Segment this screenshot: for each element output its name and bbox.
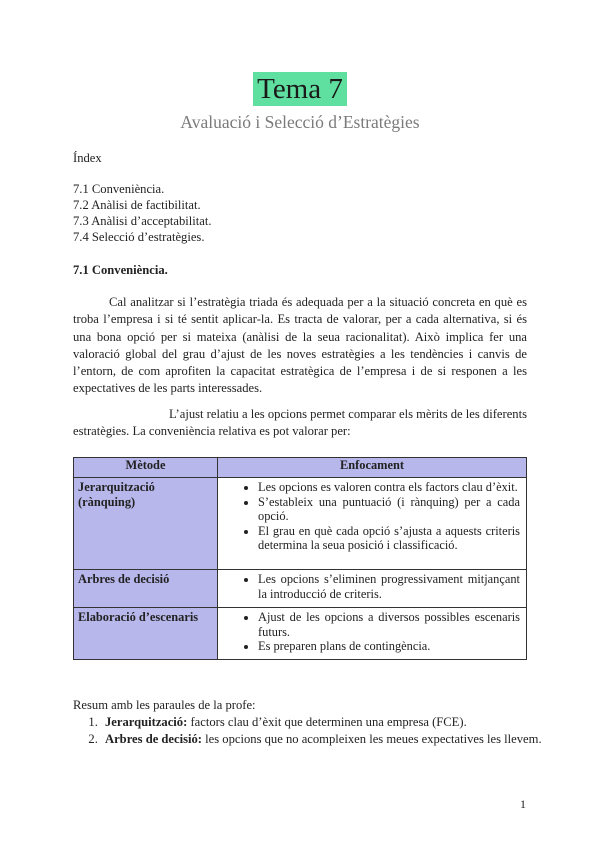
method-cell: Arbres de decisió — [74, 570, 218, 608]
method-cell: Jerarquització (rànquing) — [74, 478, 218, 570]
index-item: 7.2 Anàlisi de factibilitat. — [73, 198, 201, 212]
approach-list — [222, 572, 520, 601]
approach-cell — [218, 478, 527, 570]
list-item: • Les opcions es valoren contra els factors clau d’èxit. — [258, 480, 520, 495]
table-row — [74, 570, 527, 608]
index-heading: Índex — [73, 151, 102, 165]
summary-intro: Resum amb les paraules de la profe: — [73, 698, 256, 712]
method-cell: Elaboració d’escenaris — [74, 608, 218, 660]
page-title: Tema 7 — [253, 72, 347, 106]
index-item: 7.4 Selecció d’estratègies. — [73, 230, 205, 244]
summary-list — [73, 714, 555, 749]
methods-table — [73, 457, 527, 660]
list-item: • El grau en què cada opció s’ajusta a aquests criteris determina la seua posició i classificació. — [258, 524, 520, 553]
list-item: • S’estableix una puntuació (i rànquing) per a cada opció. — [258, 495, 520, 524]
index-item: 7.1 Conveniència. — [73, 182, 165, 196]
summary-term: Arbres de decisió: — [105, 732, 203, 747]
section-heading: 7.1 Conveniència. — [73, 263, 168, 277]
summary-text: les opcions que no acompleixen les meues expectatives les llevem. — [202, 732, 542, 747]
list-item: • Es preparen plans de contingència. — [258, 639, 520, 654]
table-header-cell: Mètode — [74, 458, 218, 478]
approach-list — [222, 480, 520, 553]
list-item — [101, 731, 555, 748]
list-item: • Les opcions s’eliminen progressivament mitjançant la introducció de criteris. — [258, 572, 520, 601]
body-paragraph: Cal analitzar si l’estratègia triada és adequada per a la situació concreta en què es troba l’empresa i si té sentit aplicar-la. Es tracta de valorar, per a cada alternativa, si és una bona opció per si mateixa (anàlisi de la seua racionalitat). Això implica fer una valoració global del grau d’ajust de les noves estratègies a les tendències i canvis de l’entorn, de com aprofiten la capacitat estratègica de l’empresa i de si responen a les expectatives de les parts interessades. — [73, 295, 527, 396]
list-item — [101, 714, 555, 731]
table-row — [74, 608, 527, 660]
title-block — [0, 72, 600, 106]
table-row — [74, 478, 527, 570]
approach-list — [222, 610, 520, 654]
index-item: 7.3 Anàlisi d’acceptabilitat. — [73, 214, 212, 228]
table-header-cell: Enfocament — [218, 458, 527, 478]
summary-term: Jerarquització: — [105, 715, 188, 729]
page-subtitle: Avaluació i Selecció d’Estratègies — [180, 112, 420, 132]
table-header-row — [74, 458, 527, 478]
page-number: 1 — [520, 797, 526, 811]
body-paragraph: L’ajust relatiu a les opcions permet comparar els mèrits de les diferents estratègies. La conveniència relativa es pot valorar per: — [73, 407, 527, 439]
summary-text: factors clau d’èxit que determinen una empresa (FCE). — [187, 715, 467, 729]
approach-cell — [218, 608, 527, 660]
approach-cell — [218, 570, 527, 608]
list-item: • Ajust de les opcions a diversos possibles escenaris futurs. — [258, 610, 520, 639]
